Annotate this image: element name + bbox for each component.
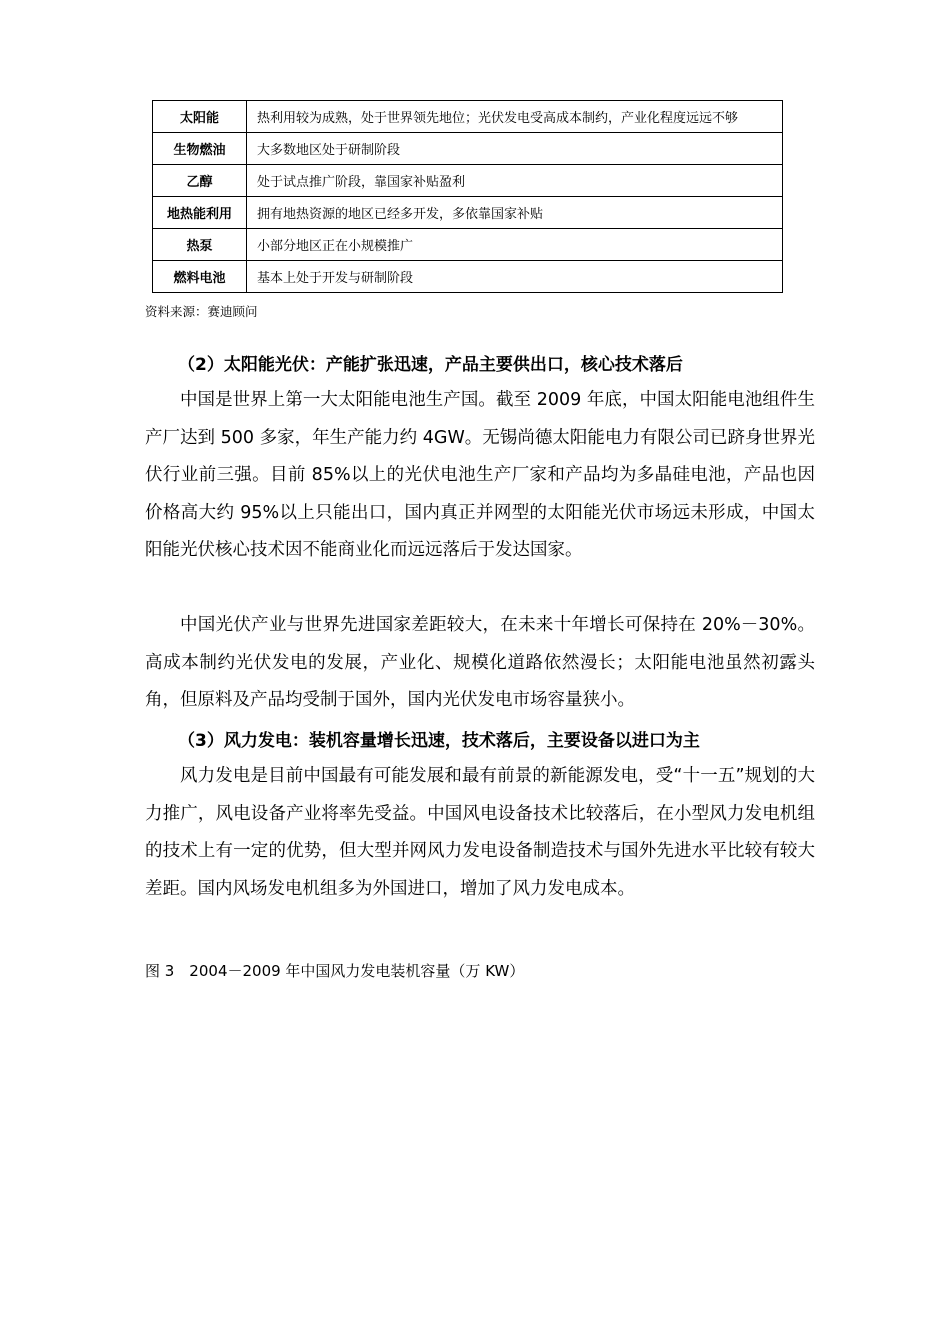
table-row	[153, 229, 783, 261]
table-cell-category: 乙醇	[153, 165, 247, 197]
table-cell-description: 热利用较为成熟，处于世界领先地位；光伏发电受高成本制约，产业化程度远远不够	[247, 101, 783, 133]
table-row	[153, 197, 783, 229]
table-row	[153, 133, 783, 165]
paragraph-solar-pv-2: 中国光伏产业与世界先进国家差距较大，在未来十年增长可保持在 20%－30%。高成本制约光伏发电的发展，产业化、规模化道路依然漫长；太阳能电池虽然初露头角，但原料及产品均受制于国外，国内光伏发电市场容量狭小。	[145, 615, 815, 711]
table-cell-category: 生物燃油	[153, 133, 247, 165]
energy-status-table	[152, 100, 783, 293]
table-cell-category: 地热能利用	[153, 197, 247, 229]
paragraph-solar-pv-1: 中国是世界上第一大太阳能电池生产国。截至 2009 年底，中国太阳能电池组件生产厂达到 500 多家，年生产能力约 4GW。无锡尚德太阳能电力有限公司已跻身世界光伏行业前三强。目前 85%以上的光伏电池生产厂家和产品均为多晶硅电池，产品也因价格高大约 95%以上只能出口，国内真正并网型的太阳能光伏市场远未形成，中国太阳能光伏核心技术因不能商业化而远远落后于发达国家。	[145, 390, 815, 561]
table-row	[153, 101, 783, 133]
section-heading-solar-pv: （2）太阳能光伏：产能扩张迅速，产品主要供出口，核心技术落后	[178, 355, 683, 375]
table-cell-description: 拥有地热资源的地区已经多开发，多依靠国家补贴	[247, 197, 783, 229]
table-cell-category: 燃料电池	[153, 261, 247, 293]
table-cell-description: 处于试点推广阶段，靠国家补贴盈利	[247, 165, 783, 197]
table-cell-description: 大多数地区处于研制阶段	[247, 133, 783, 165]
figure-caption: 图 3 2004－2009 年中国风力发电装机容量（万 KW）	[145, 962, 525, 980]
paragraph-wind-power-1: 风力发电是目前中国最有可能发展和最有前景的新能源发电，受“十一五”规划的大力推广，风电设备产业将率先受益。中国风电设备技术比较落后，在小型风力发电机组的技术上有一定的优势，但大型并网风力发电设备制造技术与国外先进水平比较有较大差距。国内风场发电机组多为外国进口，增加了风力发电成本。	[145, 766, 815, 899]
table-row	[153, 261, 783, 293]
table-cell-description: 小部分地区正在小规模推广	[247, 229, 783, 261]
table-cell-description: 基本上处于开发与研制阶段	[247, 261, 783, 293]
section-heading-wind-power: （3）风力发电：装机容量增长迅速，技术落后，主要设备以进口为主	[178, 731, 700, 751]
table-cell-category: 热泵	[153, 229, 247, 261]
table-source-note: 资料来源：赛迪顾问	[145, 304, 258, 319]
table-cell-category: 太阳能	[153, 101, 247, 133]
table-row	[153, 165, 783, 197]
